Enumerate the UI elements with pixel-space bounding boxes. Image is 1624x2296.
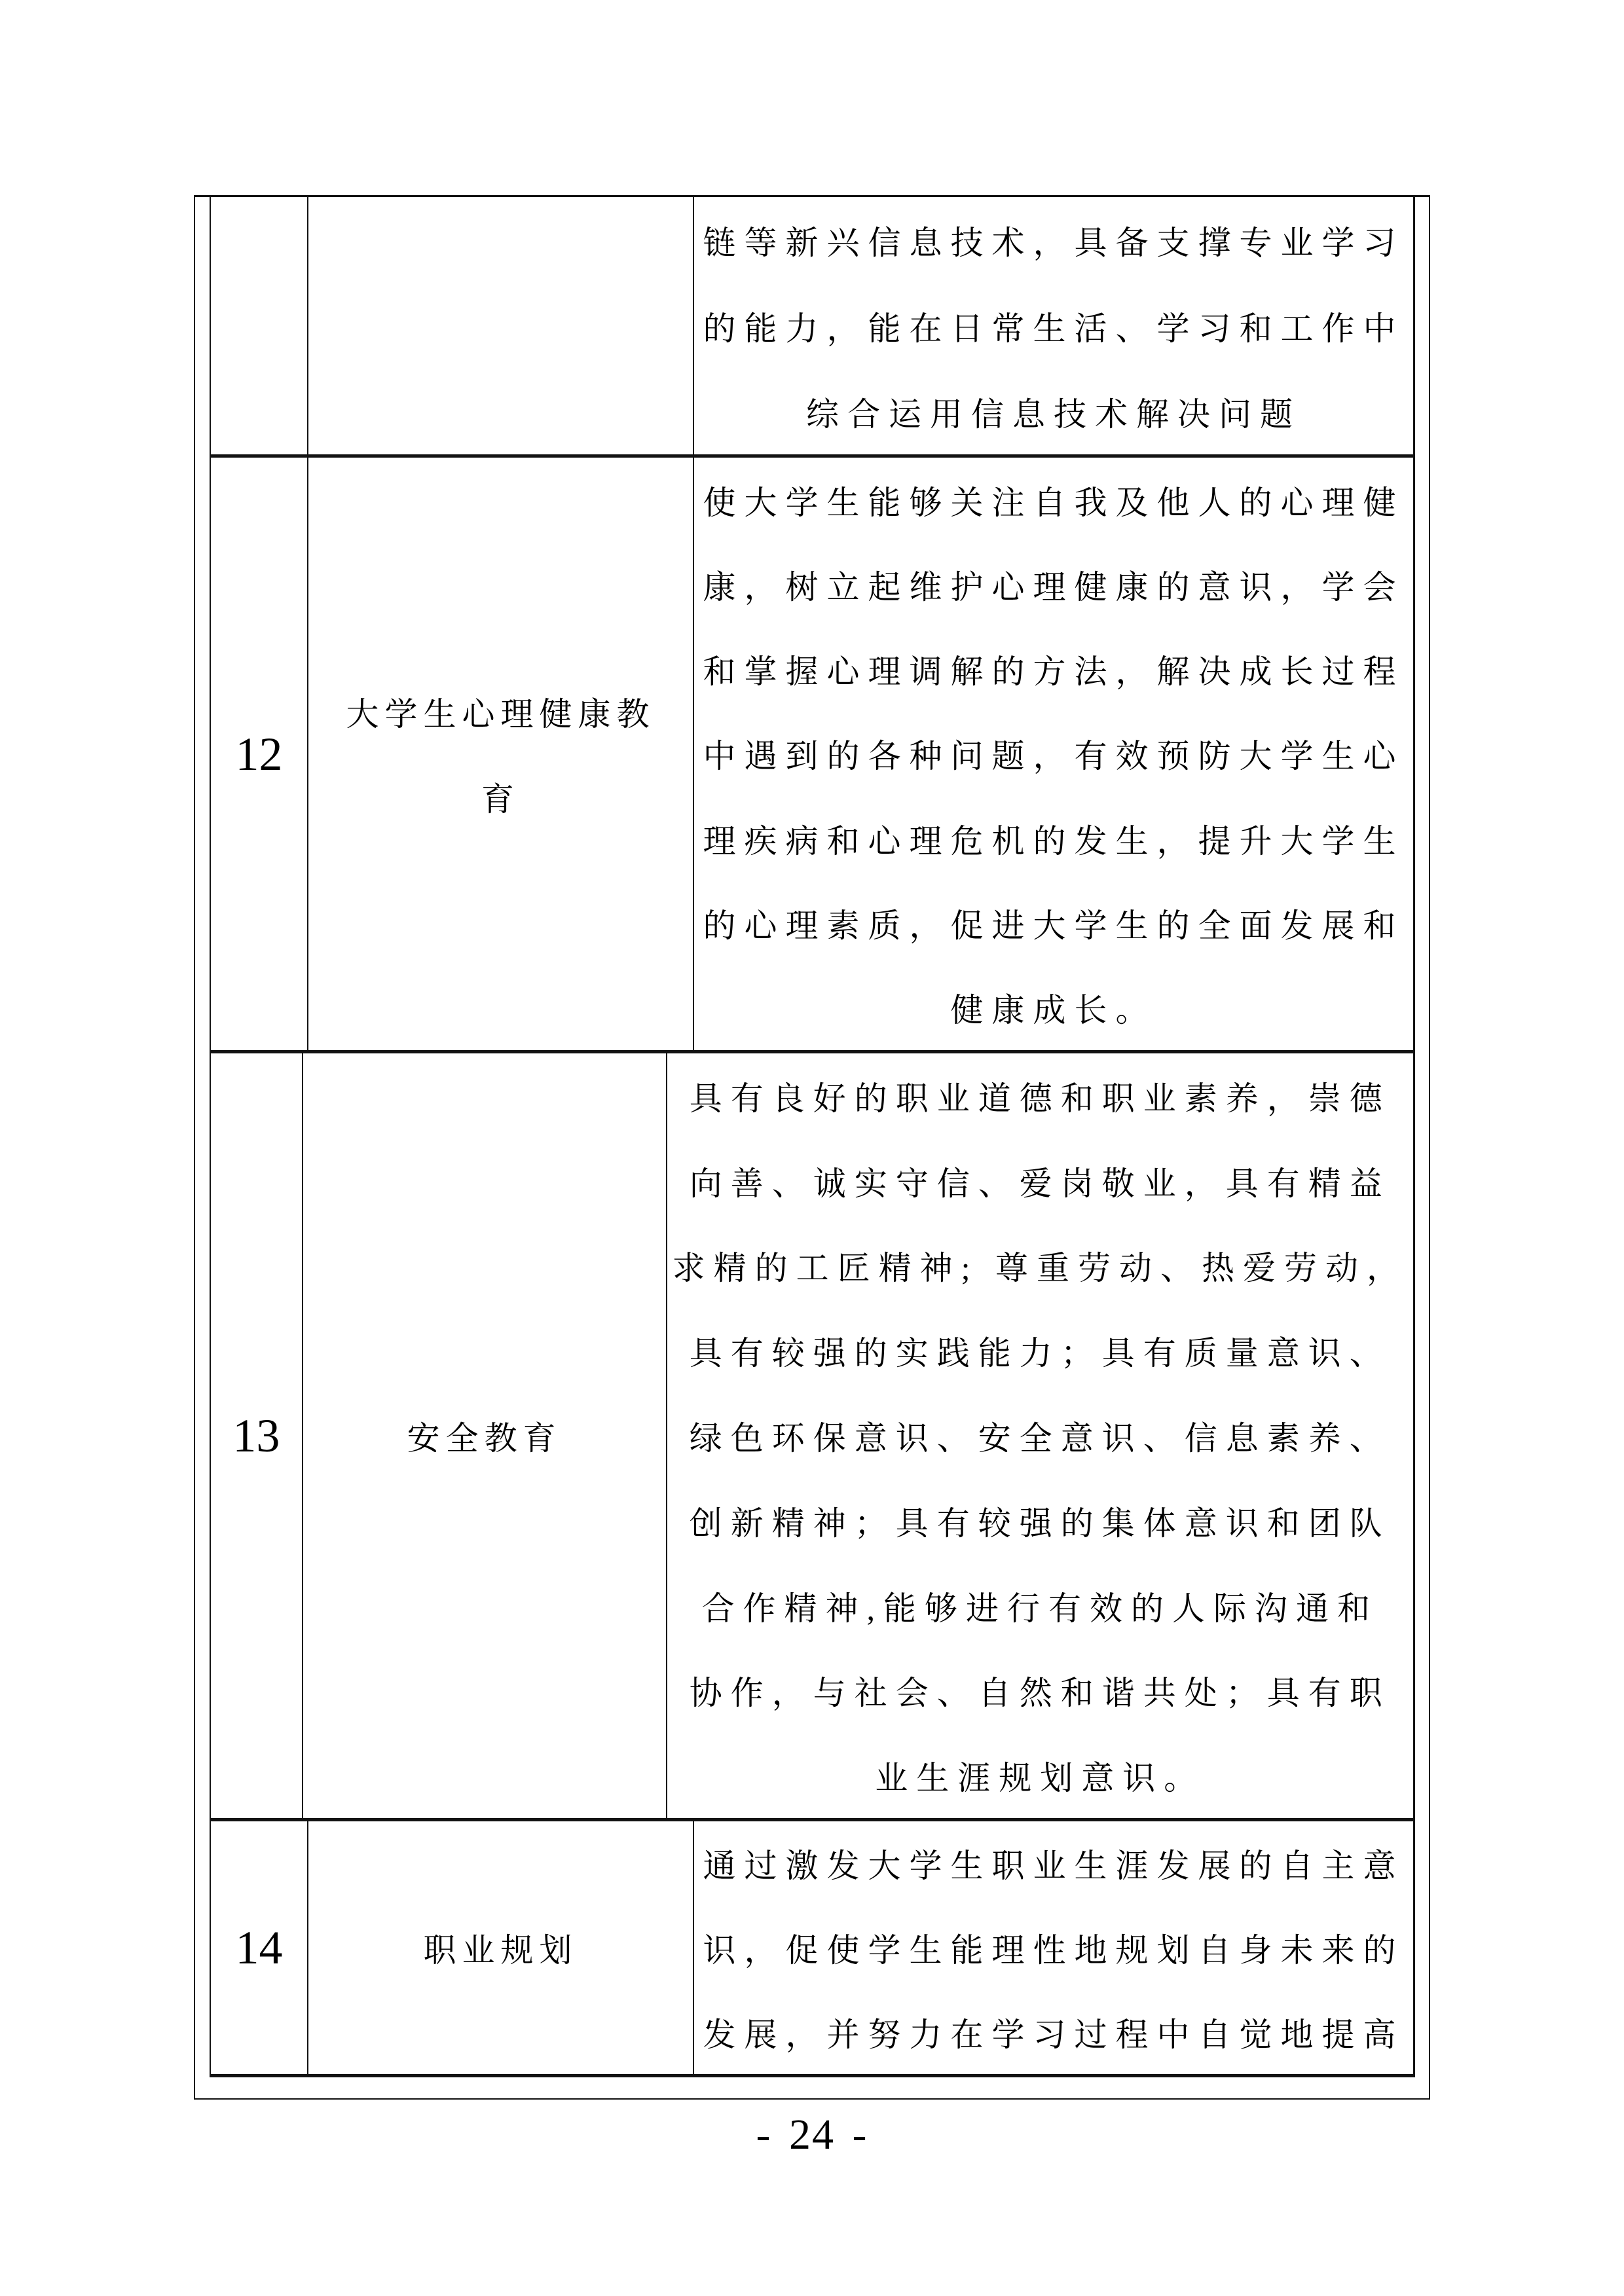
- table-row: [211, 458, 1413, 1053]
- row-number-cell: [211, 197, 308, 454]
- text-line: 职业规划: [423, 1932, 578, 1969]
- row-number: 12: [235, 727, 283, 780]
- row-number: 13: [232, 1410, 280, 1462]
- text-line: 健康成长。: [950, 992, 1157, 1029]
- table-row: [211, 197, 1413, 458]
- text-line: 合作精神,能够进行有效的人际沟通和: [701, 1590, 1379, 1627]
- course-table: [210, 197, 1415, 2077]
- course-description-cell: [694, 458, 1413, 1050]
- course-name-cell: [303, 1053, 667, 1818]
- course-name-cell: [308, 197, 694, 454]
- text-line: 和掌握心理调解的方法，解决成长过程: [703, 653, 1405, 691]
- table-row: [211, 1821, 1413, 2074]
- text-line: 发展，并努力在学习过程中自觉地提高: [703, 2016, 1405, 2053]
- row-number: 14: [235, 1922, 283, 1974]
- text-line: 求精的工匠精神; 尊重劳动、热爱劳动，: [672, 1250, 1408, 1287]
- text-line: 安全教育: [407, 1420, 562, 1457]
- row-number-cell: [211, 458, 308, 1050]
- row-number-cell: [211, 1053, 303, 1818]
- table-row: [211, 1053, 1413, 1821]
- text-line: 具有较强的实践能力；具有质量意识、: [689, 1335, 1391, 1372]
- text-line: 识，促使学生能理性地规划自身未来的: [703, 1932, 1405, 1969]
- text-line: 创新精神；具有较强的集体意识和团队: [689, 1504, 1391, 1542]
- text-line: 业生涯规划意识。: [875, 1760, 1206, 1797]
- text-line: 的心理素质，促进大学生的全面发展和: [703, 907, 1405, 945]
- text-line: 的能力，能在日常生活、学习和工作中: [703, 310, 1405, 347]
- course-description-cell: [667, 1053, 1413, 1818]
- text-line: 具有良好的职业道德和职业素养，崇德: [689, 1080, 1391, 1117]
- text-line: 链等新兴信息技术，具备支撑专业学习: [703, 224, 1405, 261]
- course-name-cell: [308, 458, 694, 1050]
- text-line: 中遇到的各种问题，有效预防大学生心: [703, 738, 1405, 775]
- text-line: 通过激发大学生职业生涯发展的自主意: [703, 1848, 1405, 1885]
- text-line: 理疾病和心理危机的发生，提升大学生: [703, 822, 1405, 860]
- text-line: 协作，与社会、自然和谐共处；具有职: [689, 1675, 1391, 1712]
- row-number-cell: [211, 1821, 308, 2074]
- text-line: 育: [481, 780, 520, 818]
- text-line: 大学生心理健康教: [346, 695, 655, 733]
- page-number: - 24 -: [756, 2111, 868, 2159]
- text-line: 使大学生能够关注自我及他人的心理健: [703, 484, 1405, 521]
- course-description-cell: [694, 1821, 1413, 2074]
- text-line: 康，树立起维护心理健康的意识，学会: [703, 568, 1405, 606]
- course-name-cell: [308, 1821, 694, 2074]
- text-line: 综合运用信息技术解决问题: [806, 395, 1301, 433]
- text-line: 绿色环保意识、安全意识、信息素养、: [689, 1420, 1391, 1457]
- course-description-cell: [694, 197, 1413, 454]
- text-line: 向善、诚实守信、爱岗敬业，具有精益: [689, 1165, 1391, 1202]
